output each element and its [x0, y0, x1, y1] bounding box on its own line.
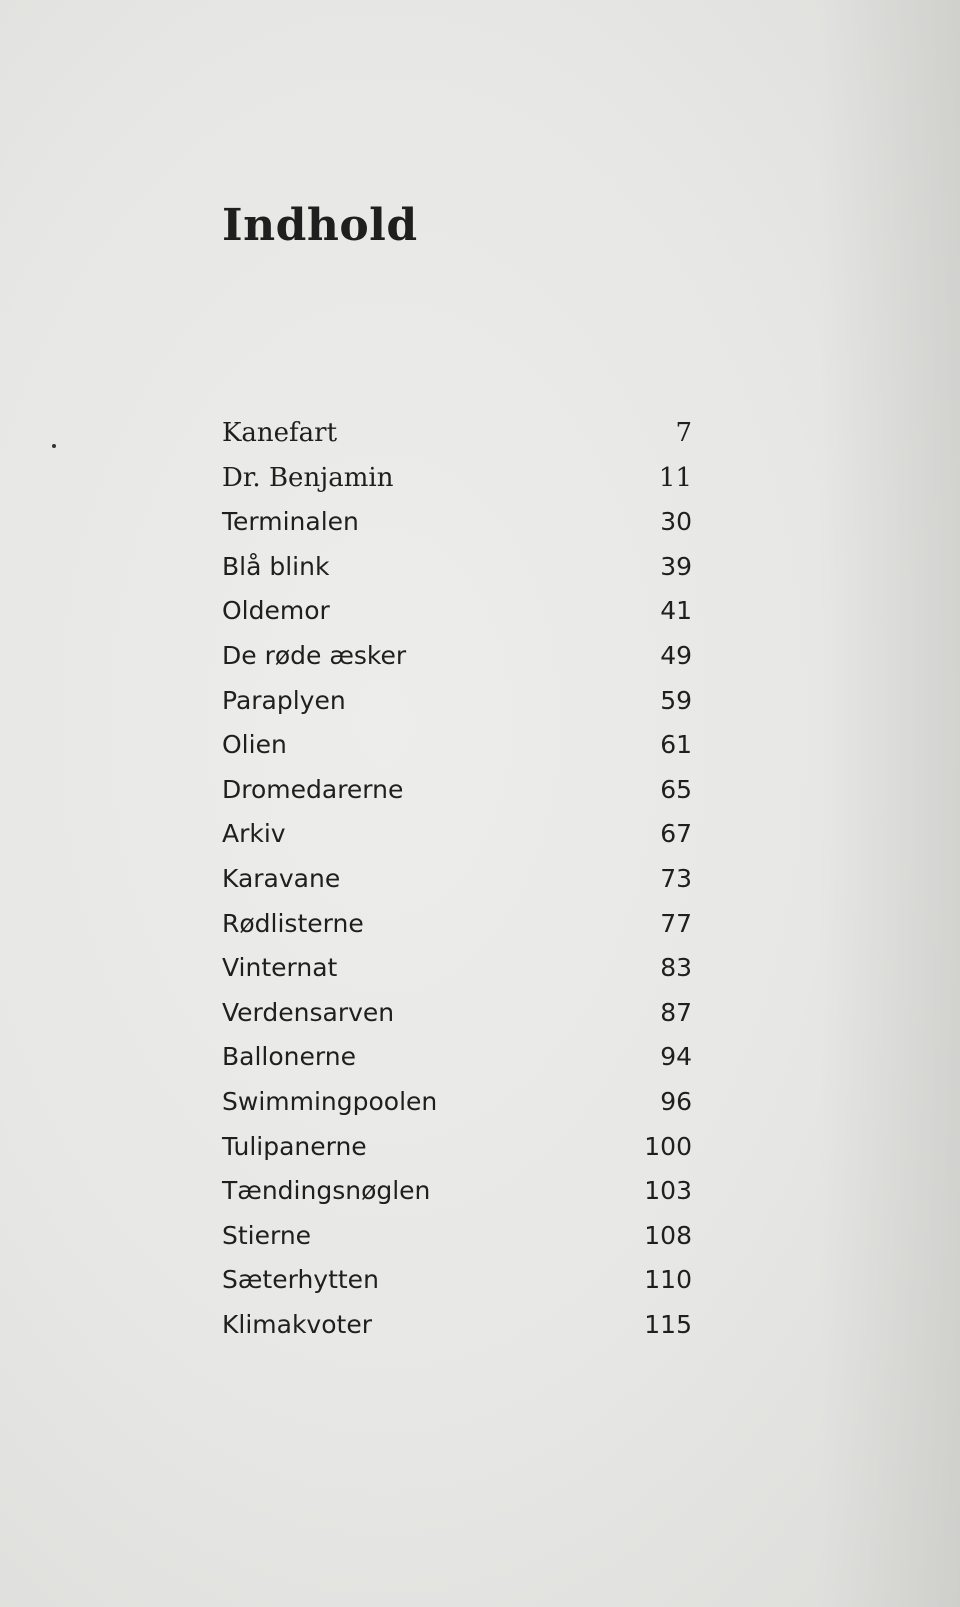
- toc-entry-title: Sæterhytten: [222, 1265, 379, 1295]
- toc-entry-page: 100: [644, 1131, 692, 1161]
- toc-entry-page: 61: [660, 730, 692, 760]
- toc-entry-page: 11: [658, 462, 692, 493]
- toc-entry-title: Swimmingpoolen: [222, 1086, 438, 1116]
- toc-entry: [222, 418, 692, 463]
- toc-entry-title: Blå blink: [222, 551, 330, 581]
- toc-entry-page: 96: [660, 1086, 692, 1116]
- toc-entry-page: 115: [644, 1309, 692, 1339]
- toc-entry: [222, 1310, 692, 1355]
- ink-dot: [52, 444, 56, 448]
- toc-entry-page: 67: [660, 819, 692, 849]
- toc-entry-page: 7: [675, 418, 692, 448]
- toc-entry-title: De røde æsker: [222, 640, 407, 670]
- toc-entry: [222, 1265, 692, 1310]
- toc-entry-page: 103: [644, 1176, 692, 1206]
- toc-entry-title: Arkiv: [222, 819, 286, 849]
- toc-entry-page: 41: [660, 596, 692, 626]
- toc-entry: [222, 1176, 692, 1221]
- toc-entry-title: Klimakvoter: [222, 1309, 372, 1339]
- toc-entry-title: Vinternat: [222, 953, 338, 983]
- toc-entry: [222, 596, 692, 641]
- toc-entry-title: Tulipanerne: [222, 1131, 367, 1161]
- toc-entry: [222, 686, 692, 731]
- toc-entry: [222, 463, 692, 508]
- toc-entry-title: Tændingsnøglen: [222, 1176, 431, 1206]
- toc-entry-title: Terminalen: [222, 507, 359, 537]
- toc-entry-title: Karavane: [222, 863, 341, 893]
- toc-entry: [222, 1087, 692, 1132]
- toc-entry-title: Paraplyen: [222, 685, 346, 715]
- toc-entry: [222, 730, 692, 775]
- toc-entry: [222, 775, 692, 820]
- page-title: Indhold: [222, 200, 418, 251]
- toc-entry-page: 39: [660, 551, 692, 581]
- toc-entry-page: 87: [660, 997, 692, 1027]
- toc-entry-title: Dromedarerne: [222, 774, 404, 804]
- toc-entry-title: Kanefart: [222, 418, 338, 448]
- toc-entry-page: 30: [660, 507, 692, 537]
- toc-entry-page: 94: [660, 1042, 692, 1072]
- toc-entry-title: Oldemor: [222, 596, 330, 626]
- table-of-contents: [222, 418, 692, 1354]
- toc-entry: [222, 641, 692, 686]
- toc-entry: [222, 864, 692, 909]
- toc-entry-page: 77: [660, 908, 692, 938]
- toc-entry: [222, 1042, 692, 1087]
- toc-entry-page: 83: [660, 953, 692, 983]
- toc-entry: [222, 998, 692, 1043]
- toc-entry: [222, 953, 692, 998]
- toc-entry-page: 59: [660, 685, 692, 715]
- toc-entry-page: 49: [660, 640, 692, 670]
- toc-entry-page: 110: [644, 1265, 692, 1295]
- toc-entry: [222, 507, 692, 552]
- toc-entry-page: 73: [660, 863, 692, 893]
- toc-entry: [222, 819, 692, 864]
- toc-entry-title: Stierne: [222, 1220, 312, 1250]
- toc-entry-page: 65: [660, 774, 692, 804]
- toc-entry: [222, 909, 692, 954]
- toc-entry: [222, 552, 692, 597]
- toc-entry: [222, 1132, 692, 1177]
- toc-entry-page: 108: [644, 1220, 692, 1250]
- toc-entry-title: Verdensarven: [222, 997, 395, 1027]
- toc-entry-title: Rødlisterne: [222, 908, 364, 938]
- toc-entry: [222, 1221, 692, 1266]
- toc-entry-title: Ballonerne: [222, 1042, 356, 1072]
- toc-entry-title: Olien: [222, 730, 287, 760]
- toc-entry-title: Dr. Benjamin: [222, 462, 394, 493]
